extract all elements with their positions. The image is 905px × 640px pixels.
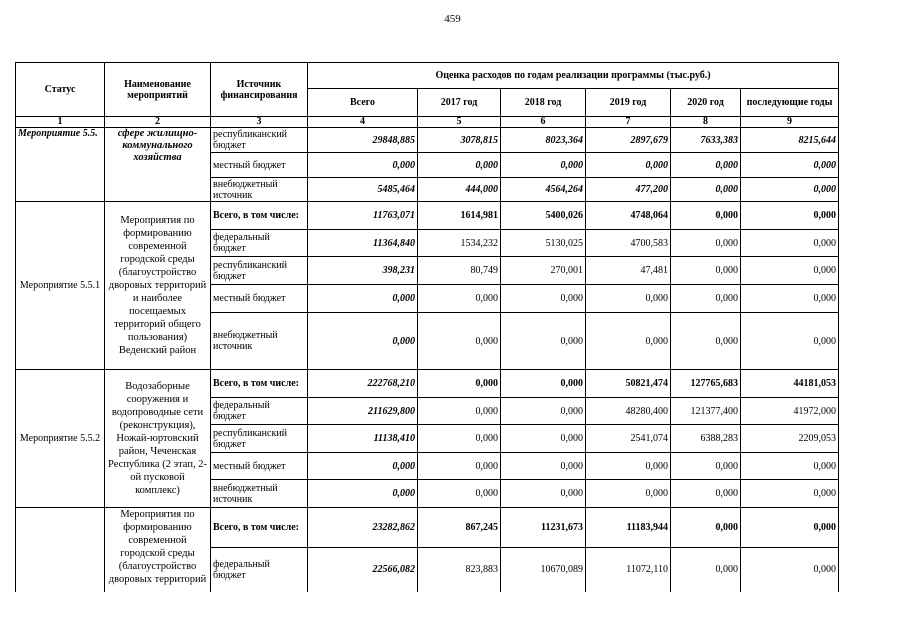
header-status: Статус bbox=[16, 63, 105, 117]
value-cell: 1534,232 bbox=[418, 230, 501, 257]
value-cell: 211629,800 bbox=[308, 398, 418, 425]
header-year-total: Всего bbox=[308, 89, 418, 117]
header-year-2017: 2017 год bbox=[418, 89, 501, 117]
source-cell: внебюджетный источник bbox=[211, 313, 308, 370]
value-cell: 270,001 bbox=[501, 257, 586, 285]
value-cell: 0,000 bbox=[586, 453, 671, 480]
value-cell: 0,000 bbox=[741, 153, 839, 178]
value-cell: 44181,053 bbox=[741, 370, 839, 398]
value-cell: 0,000 bbox=[671, 202, 741, 230]
value-cell: 444,000 bbox=[418, 178, 501, 202]
value-cell: 5400,026 bbox=[501, 202, 586, 230]
value-cell: 0,000 bbox=[308, 453, 418, 480]
value-cell: 4700,583 bbox=[586, 230, 671, 257]
column-number: 8 bbox=[671, 117, 741, 128]
value-cell: 50821,474 bbox=[586, 370, 671, 398]
value-cell: 0,000 bbox=[671, 285, 741, 313]
column-number: 1 bbox=[16, 117, 105, 128]
source-cell: федеральный бюджет bbox=[211, 548, 308, 592]
value-cell: 0,000 bbox=[418, 313, 501, 370]
column-number: 2 bbox=[105, 117, 211, 128]
header-year-later: последующие годы bbox=[741, 89, 839, 117]
source-cell: республиканский бюджет bbox=[211, 425, 308, 453]
value-cell: 11138,410 bbox=[308, 425, 418, 453]
header-year-2019: 2019 год bbox=[586, 89, 671, 117]
value-cell: 867,245 bbox=[418, 508, 501, 548]
value-cell: 2209,053 bbox=[741, 425, 839, 453]
value-cell: 4564,264 bbox=[501, 178, 586, 202]
status-cell: Мероприятие 5.5.1 bbox=[16, 202, 105, 370]
value-cell: 0,000 bbox=[586, 285, 671, 313]
value-cell: 121377,400 bbox=[671, 398, 741, 425]
status-cell bbox=[16, 508, 105, 592]
value-cell: 80,749 bbox=[418, 257, 501, 285]
value-cell: 29848,885 bbox=[308, 128, 418, 153]
column-number: 6 bbox=[501, 117, 586, 128]
status-cell: Мероприятие 5.5.2 bbox=[16, 370, 105, 508]
value-cell: 0,000 bbox=[671, 508, 741, 548]
measure-cell: Мероприятия по формированию современной городской среды (благоустройство дворовых территорий и наиболее посещаемых территорий общего пользования) Веденский район bbox=[105, 202, 211, 370]
value-cell: 23282,862 bbox=[308, 508, 418, 548]
value-cell: 0,000 bbox=[741, 480, 839, 508]
value-cell: 0,000 bbox=[501, 313, 586, 370]
value-cell: 0,000 bbox=[501, 370, 586, 398]
header-estimate: Оценка расходов по годам реализации программы (тыс.руб.) bbox=[308, 63, 839, 89]
value-cell: 47,481 bbox=[586, 257, 671, 285]
column-number: 3 bbox=[211, 117, 308, 128]
value-cell: 0,000 bbox=[671, 453, 741, 480]
budget-table bbox=[15, 62, 839, 592]
source-cell: внебюджетный источник bbox=[211, 178, 308, 202]
value-cell: 0,000 bbox=[741, 508, 839, 548]
status-cell: Мероприятие 5.5. bbox=[16, 128, 105, 202]
value-cell: 0,000 bbox=[586, 153, 671, 178]
value-cell: 0,000 bbox=[741, 453, 839, 480]
value-cell: 8215,644 bbox=[741, 128, 839, 153]
value-cell: 477,200 bbox=[586, 178, 671, 202]
value-cell: 0,000 bbox=[418, 398, 501, 425]
value-cell: 5130,025 bbox=[501, 230, 586, 257]
value-cell: 0,000 bbox=[501, 398, 586, 425]
measure-cell: Мероприятия по формированию современной городской среды (благоустройство дворовых территорий bbox=[105, 508, 211, 592]
measure-cell: сфере жилищно-коммунального хозяйства bbox=[105, 128, 211, 202]
value-cell: 3078,815 bbox=[418, 128, 501, 153]
value-cell: 0,000 bbox=[418, 370, 501, 398]
value-cell: 0,000 bbox=[418, 153, 501, 178]
value-cell: 0,000 bbox=[501, 480, 586, 508]
source-cell: Всего, в том числе: bbox=[211, 508, 308, 548]
value-cell: 5485,464 bbox=[308, 178, 418, 202]
value-cell: 48280,400 bbox=[586, 398, 671, 425]
value-cell: 0,000 bbox=[308, 480, 418, 508]
value-cell: 0,000 bbox=[741, 285, 839, 313]
value-cell: 0,000 bbox=[671, 548, 741, 592]
value-cell: 0,000 bbox=[418, 285, 501, 313]
value-cell: 0,000 bbox=[418, 480, 501, 508]
value-cell: 22566,082 bbox=[308, 548, 418, 592]
value-cell: 0,000 bbox=[308, 313, 418, 370]
value-cell: 0,000 bbox=[418, 453, 501, 480]
value-cell: 4748,064 bbox=[586, 202, 671, 230]
value-cell: 0,000 bbox=[418, 425, 501, 453]
value-cell: 11763,071 bbox=[308, 202, 418, 230]
source-cell: Всего, в том числе: bbox=[211, 202, 308, 230]
value-cell: 7633,383 bbox=[671, 128, 741, 153]
value-cell: 11183,944 bbox=[586, 508, 671, 548]
value-cell: 11072,110 bbox=[586, 548, 671, 592]
value-cell: 0,000 bbox=[586, 480, 671, 508]
source-cell: местный бюджет bbox=[211, 153, 308, 178]
value-cell: 0,000 bbox=[671, 257, 741, 285]
header-measure: Наименование мероприятий bbox=[105, 63, 211, 117]
source-cell: республиканский бюджет bbox=[211, 257, 308, 285]
value-cell: 0,000 bbox=[671, 153, 741, 178]
value-cell: 127765,683 bbox=[671, 370, 741, 398]
measure-cell: Водозаборные сооружения и водопроводные сети (реконструкция), Ножай-юртовский район, Чеченская Республика (2 этап, 2-ой пусковой комплекс) bbox=[105, 370, 211, 508]
source-cell: республиканский бюджет bbox=[211, 128, 308, 153]
value-cell: 0,000 bbox=[671, 480, 741, 508]
value-cell: 0,000 bbox=[501, 285, 586, 313]
value-cell: 0,000 bbox=[671, 313, 741, 370]
value-cell: 10670,089 bbox=[501, 548, 586, 592]
value-cell: 0,000 bbox=[308, 153, 418, 178]
value-cell: 1614,981 bbox=[418, 202, 501, 230]
value-cell: 2897,679 bbox=[586, 128, 671, 153]
column-number: 9 bbox=[741, 117, 839, 128]
value-cell: 0,000 bbox=[741, 230, 839, 257]
value-cell: 0,000 bbox=[671, 230, 741, 257]
value-cell: 0,000 bbox=[741, 548, 839, 592]
source-cell: федеральный бюджет bbox=[211, 230, 308, 257]
value-cell: 823,883 bbox=[418, 548, 501, 592]
header-year-2020: 2020 год bbox=[671, 89, 741, 117]
column-number: 7 bbox=[586, 117, 671, 128]
value-cell: 0,000 bbox=[586, 313, 671, 370]
header-year-2018: 2018 год bbox=[501, 89, 586, 117]
value-cell: 222768,210 bbox=[308, 370, 418, 398]
source-cell: местный бюджет bbox=[211, 453, 308, 480]
value-cell: 8023,364 bbox=[501, 128, 586, 153]
value-cell: 0,000 bbox=[741, 257, 839, 285]
source-cell: местный бюджет bbox=[211, 285, 308, 313]
value-cell: 0,000 bbox=[501, 453, 586, 480]
value-cell: 0,000 bbox=[741, 313, 839, 370]
value-cell: 2541,074 bbox=[586, 425, 671, 453]
source-cell: внебюджетный источник bbox=[211, 480, 308, 508]
value-cell: 0,000 bbox=[741, 178, 839, 202]
value-cell: 0,000 bbox=[741, 202, 839, 230]
value-cell: 0,000 bbox=[308, 285, 418, 313]
value-cell: 0,000 bbox=[671, 178, 741, 202]
column-number: 5 bbox=[418, 117, 501, 128]
value-cell: 398,231 bbox=[308, 257, 418, 285]
source-cell: Всего, в том числе: bbox=[211, 370, 308, 398]
value-cell: 6388,283 bbox=[671, 425, 741, 453]
column-number: 4 bbox=[308, 117, 418, 128]
value-cell: 0,000 bbox=[501, 425, 586, 453]
source-cell: федеральный бюджет bbox=[211, 398, 308, 425]
page-number: 459 bbox=[444, 13, 461, 25]
value-cell: 0,000 bbox=[501, 153, 586, 178]
value-cell: 11364,840 bbox=[308, 230, 418, 257]
value-cell: 41972,000 bbox=[741, 398, 839, 425]
value-cell: 11231,673 bbox=[501, 508, 586, 548]
header-source: Источник финансирования bbox=[211, 63, 308, 117]
